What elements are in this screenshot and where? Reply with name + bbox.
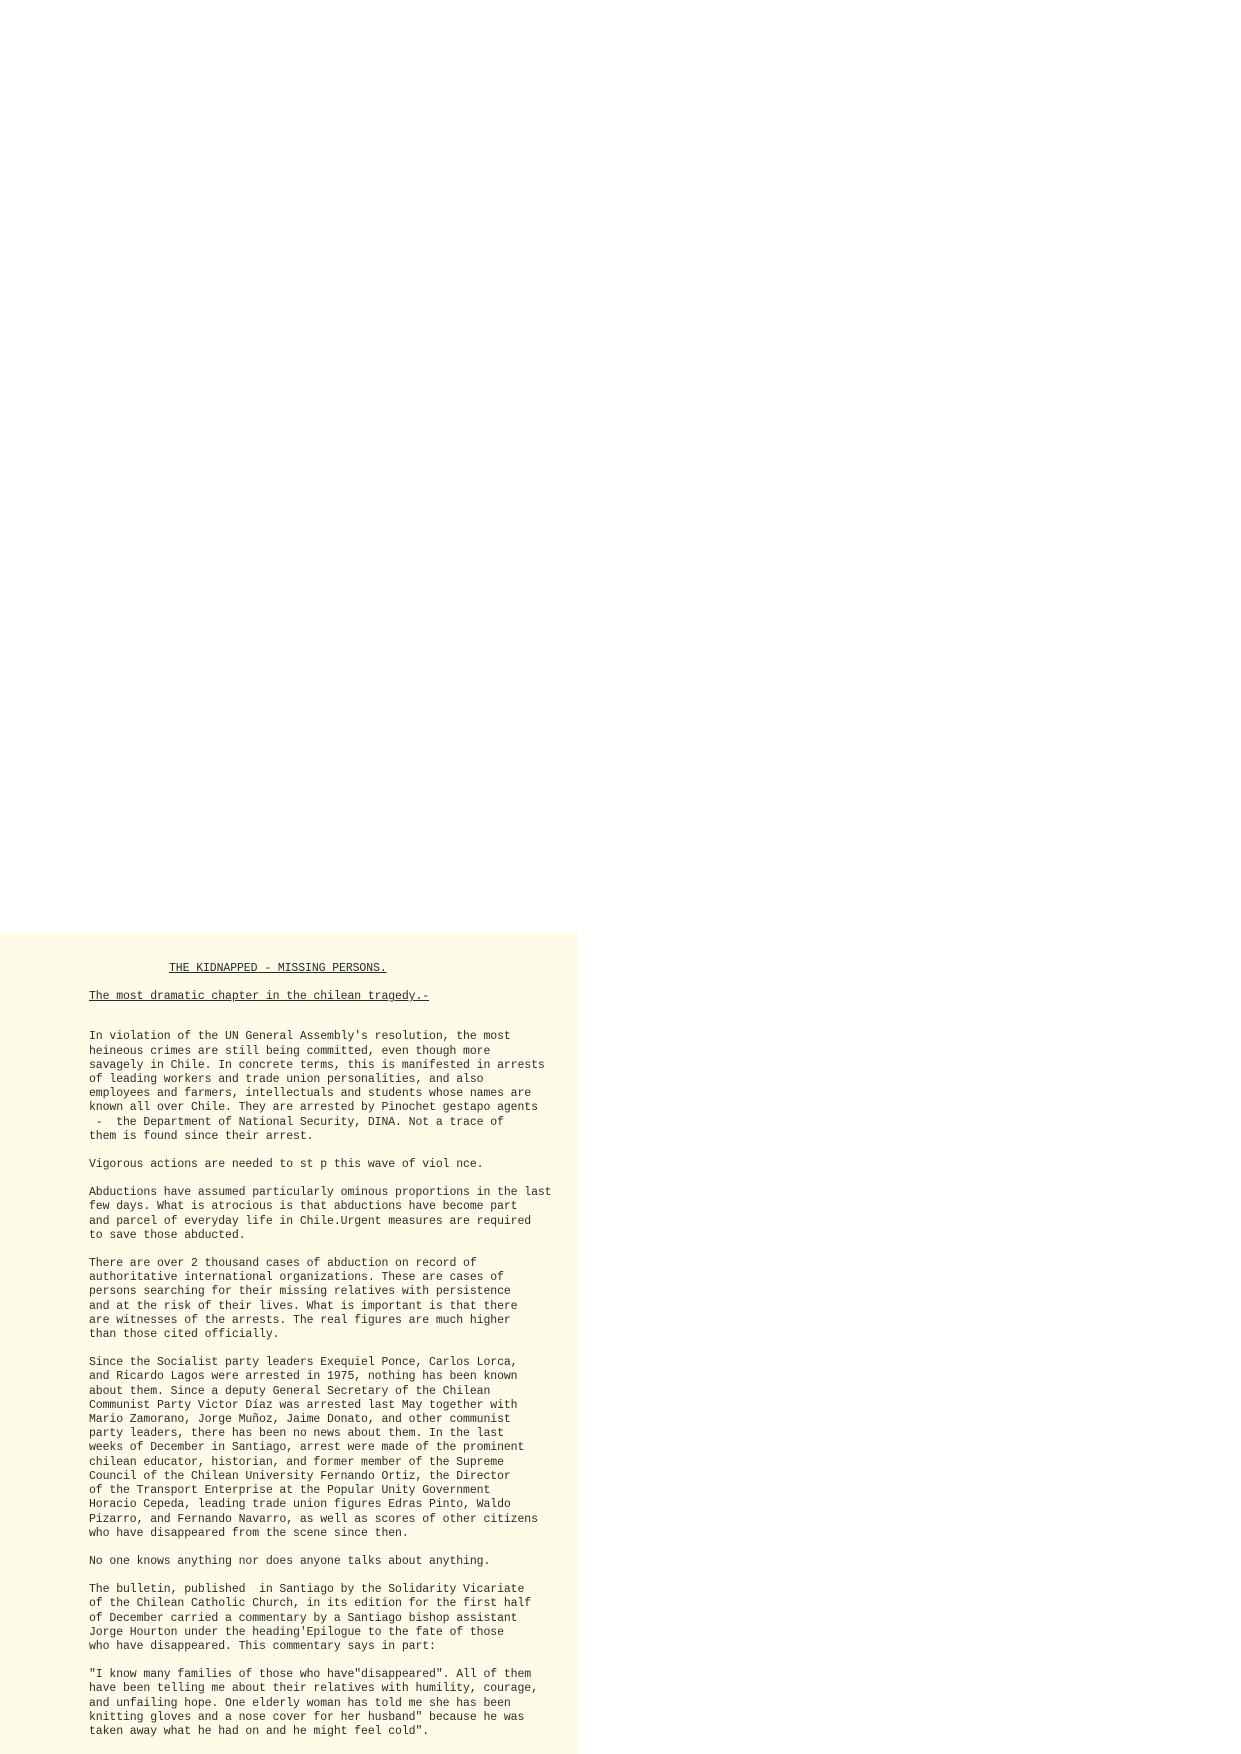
paragraph: There are over 2 thousand cases of abduction on record of authoritative international organizations. These are cases of persons searching for their missing relatives with persistence and at the risk of their lives. What is important is that there are witnesses of the arrests. The real figures are much higher than those cited officially. bbox=[89, 1257, 518, 1342]
document-subtitle: The most dramatic chapter in the chilean tragedy.- bbox=[89, 990, 430, 1004]
paragraph: Since the Socialist party leaders Exequiel Ponce, Carlos Lorca, and Ricardo Lagos were arrested in 1975, nothing has been known about them. Since a deputy General Secretary of the Chilean Communist Party Victor Díaz was arrested last May together with Mario Zamorano, Jorge Muñoz, Jaime Donato, and other communist party leaders, there has been no news about them. In the last weeks of December in Santiago, arrest were made of the prominent chilean educator, historian, and former member of the Supreme Council of the Chilean University Fernando Ortiz, the Director of the Transport Enterprise at the Popular Unity Government Horacio Cepeda, leading trade union figures Edras Pinto, Waldo Pizarro, and Fernando Navarro, as well as scores of other citizens who have disappeared from the scene since then. bbox=[89, 1356, 538, 1540]
paragraph: The bulletin, published in Santiago by the Solidarity Vicariate of the Chilean Catholic Church, in its edition for the first half of December carried a commentary by a Santiago bishop assistant Jorge Hourton under the heading'Epilogue to the fate of those who have disappeared. This commentary says in part: bbox=[89, 1583, 532, 1653]
paragraph: Vigorous actions are needed to st p this wave of viol nce. bbox=[89, 1158, 484, 1172]
document-body bbox=[89, 962, 579, 1753]
paragraph-list bbox=[89, 1030, 579, 1739]
quote-paragraph: "I know many families of those who have"disappeared". All of them have been telling me about their relatives with humility, courage, and unfailing hope. One elderly woman has told me she has been knitting gloves and a nose cover for her husband" because he was taken away what he had on and he might feel cold". bbox=[89, 1668, 538, 1738]
paragraph: No one knows anything nor does anyone talks about anything. bbox=[89, 1554, 491, 1568]
document-title: THE KIDNAPPED - MISSING PERSONS. bbox=[169, 962, 387, 975]
paragraph: In violation of the UN General Assembly's resolution, the most heineous crimes are still being committed, even though more savagely in Chile. In concrete terms, this is manifested in arrests of leading workers and trade union personalities, and also employees and farmers, intellectuals and students whose names are known all over Chile. They are arrested by Pinochet gestapo agents - the Department of National Security, DINA. Not a trace of them is found since their arrest. bbox=[89, 1030, 545, 1143]
paragraph: Abductions have assumed particularly ominous proportions in the last few days. What is atrocious is that abductions have become part and parcel of everyday life in Chile.Urgent measures are required to save those abducted. bbox=[89, 1186, 552, 1242]
document-page bbox=[0, 932, 578, 1754]
